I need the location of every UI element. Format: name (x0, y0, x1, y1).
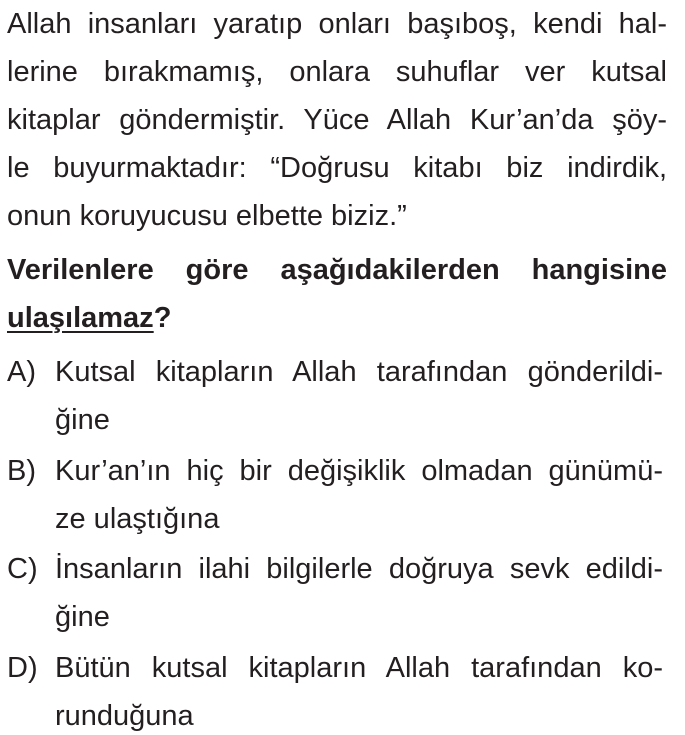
passage-line-5: onun koruyucusu elbette biziz.” (7, 200, 407, 232)
passage-line-4: le buyurmaktadır: “Doğrusu kitabı biz indirdik, (7, 152, 667, 184)
passage-line-1: Allah insanları yaratıp onları başıboş, kendi hal- (7, 8, 667, 40)
option-letter-a: A) (7, 356, 36, 388)
question-line-2 (7, 301, 171, 335)
option-d-line-1: Bütün kutsal kitapların Allah tarafından ko- (55, 652, 663, 684)
option-a-line-1: Kutsal kitapların Allah tarafından gönderildi- (55, 356, 663, 388)
question-mark: ? (153, 302, 172, 334)
option-d-line-2: runduğuna (55, 700, 194, 732)
option-letter-d: D) (7, 652, 38, 684)
passage-line-3: kitaplar göndermiştir. Yüce Allah Kur’an’da şöy- (7, 104, 667, 136)
option-c-line-1: İnsanların ilahi bilgilerle doğruya sevk edildi- (55, 553, 663, 585)
option-c-line-2: ğine (55, 601, 110, 633)
passage-line-2: lerine bırakmamış, onlara suhuflar ver kutsal (7, 56, 667, 88)
option-b-line-1: Kur’an’ın hiç bir değişiklik olmadan günümü- (55, 455, 663, 487)
option-a-line-2: ğine (55, 404, 110, 436)
question-keyword: ulaşılamaz (7, 302, 154, 334)
option-letter-c: C) (7, 553, 38, 585)
question-line-1: Verilenlere göre aşağıdakilerden hangisine (7, 254, 667, 286)
option-letter-b: B) (7, 455, 36, 487)
option-b-line-2: ze ulaştığına (55, 503, 220, 535)
